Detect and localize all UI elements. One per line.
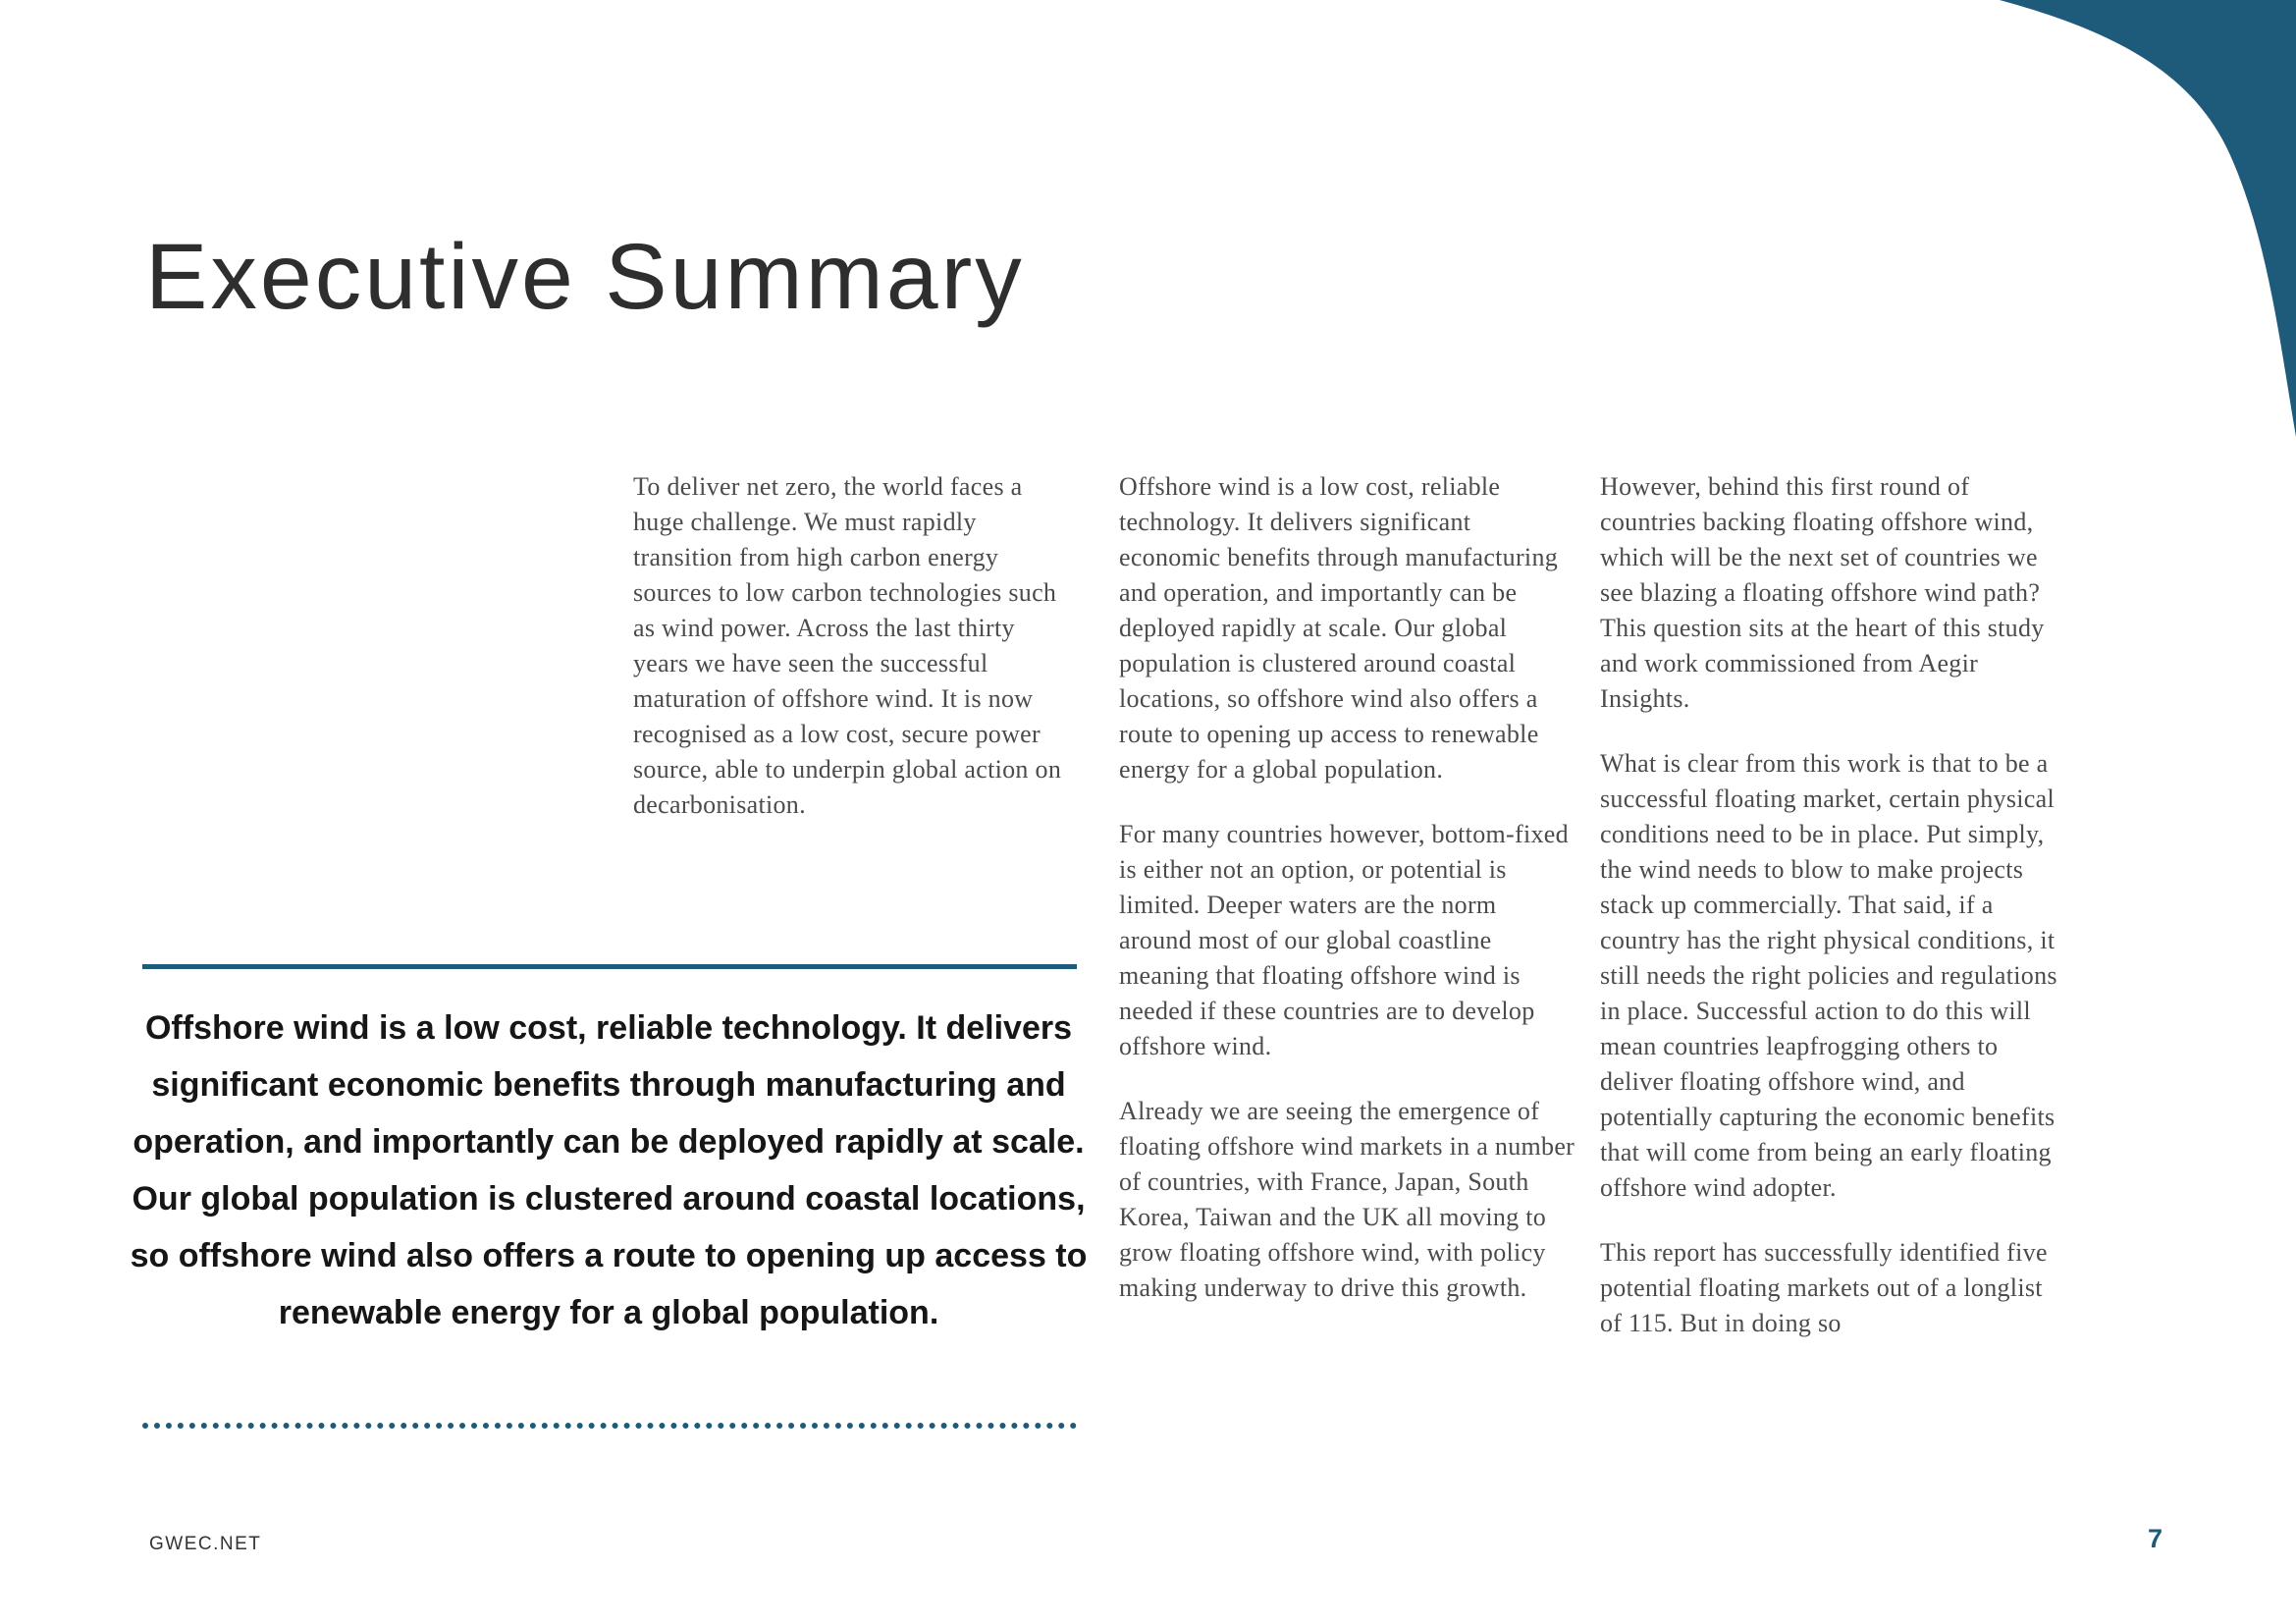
pull-quote-top-rule	[142, 964, 1077, 969]
body-column-3	[1600, 469, 2069, 1371]
body-paragraph: For many countries however, bottom-fixed is either not an option, or potential is limited. Deeper waters are the norm around most of our global coastline meaning that floating offshore wind is needed if these countries are to develop offshore wind.	[1119, 820, 1569, 1060]
page-number: 7	[2148, 1524, 2163, 1553]
body-paragraph: Already we are seeing the emergence of floating offshore wind markets in a number of countries, with France, Japan, South Korea, Taiwan and the UK all moving to grow floating offshore wind, with policy making underway to drive this growth.	[1119, 1097, 1575, 1302]
body-column-2	[1119, 469, 1575, 1335]
body-column-1	[633, 469, 1070, 852]
body-paragraph: What is clear from this work is that to be a successful floating market, certain physical conditions need to be in place. Put simply, the wind needs to blow to make projects stack up commercially. That said, if a country has the right physical conditions, it still needs the right policies and regulations in place. Successful action to do this will mean countries leapfrogging others to deliver floating offshore wind, and potentially capturing the economic benefits that will come from being an early floating offshore wind adopter.	[1600, 749, 2057, 1202]
pull-quote-bottom-dotted-rule	[142, 1423, 1077, 1429]
body-paragraph: However, behind this first round of countries backing floating offshore wind, which will be the next set of countries we see blazing a floating offshore wind path? This question sits at the heart of this study and work commissioned from Aegir Insights.	[1600, 472, 2045, 713]
corner-swoosh-shape	[2000, 0, 2296, 437]
body-paragraph: Offshore wind is a low cost, reliable technology. It delivers significant economic benefits through manufacturing and operation, and importantly can be deployed rapidly at scale. Our global population is clustered around coastal locations, so offshore wind also offers a route to opening up access to renewable energy for a global population.	[1119, 472, 1559, 784]
body-paragraph: To deliver net zero, the world faces a huge challenge. We must rapidly transition from high carbon energy sources to low carbon technologies such as wind power. Across the last thirty years we have seen the successful maturation of offshore wind. It is now recognised as a low cost, secure power source, able to underpin global action on decarbonisation.	[633, 472, 1062, 819]
body-paragraph: This report has successfully identified five potential floating markets out of a longlist of 115. But in doing so	[1600, 1238, 2048, 1337]
footer-site-url: GWEC.NET	[149, 1534, 262, 1554]
page-title: Executive Summary	[145, 225, 1025, 329]
pull-quote: Offshore wind is a low cost, reliable technology. It delivers significant economic benefits through manufacturing and operation, and importantly can be deployed rapidly at scale. Our global population is clustered around coastal locations, so offshore wind also offers a route to opening up access to renewable energy for a global population.	[130, 1009, 1088, 1331]
